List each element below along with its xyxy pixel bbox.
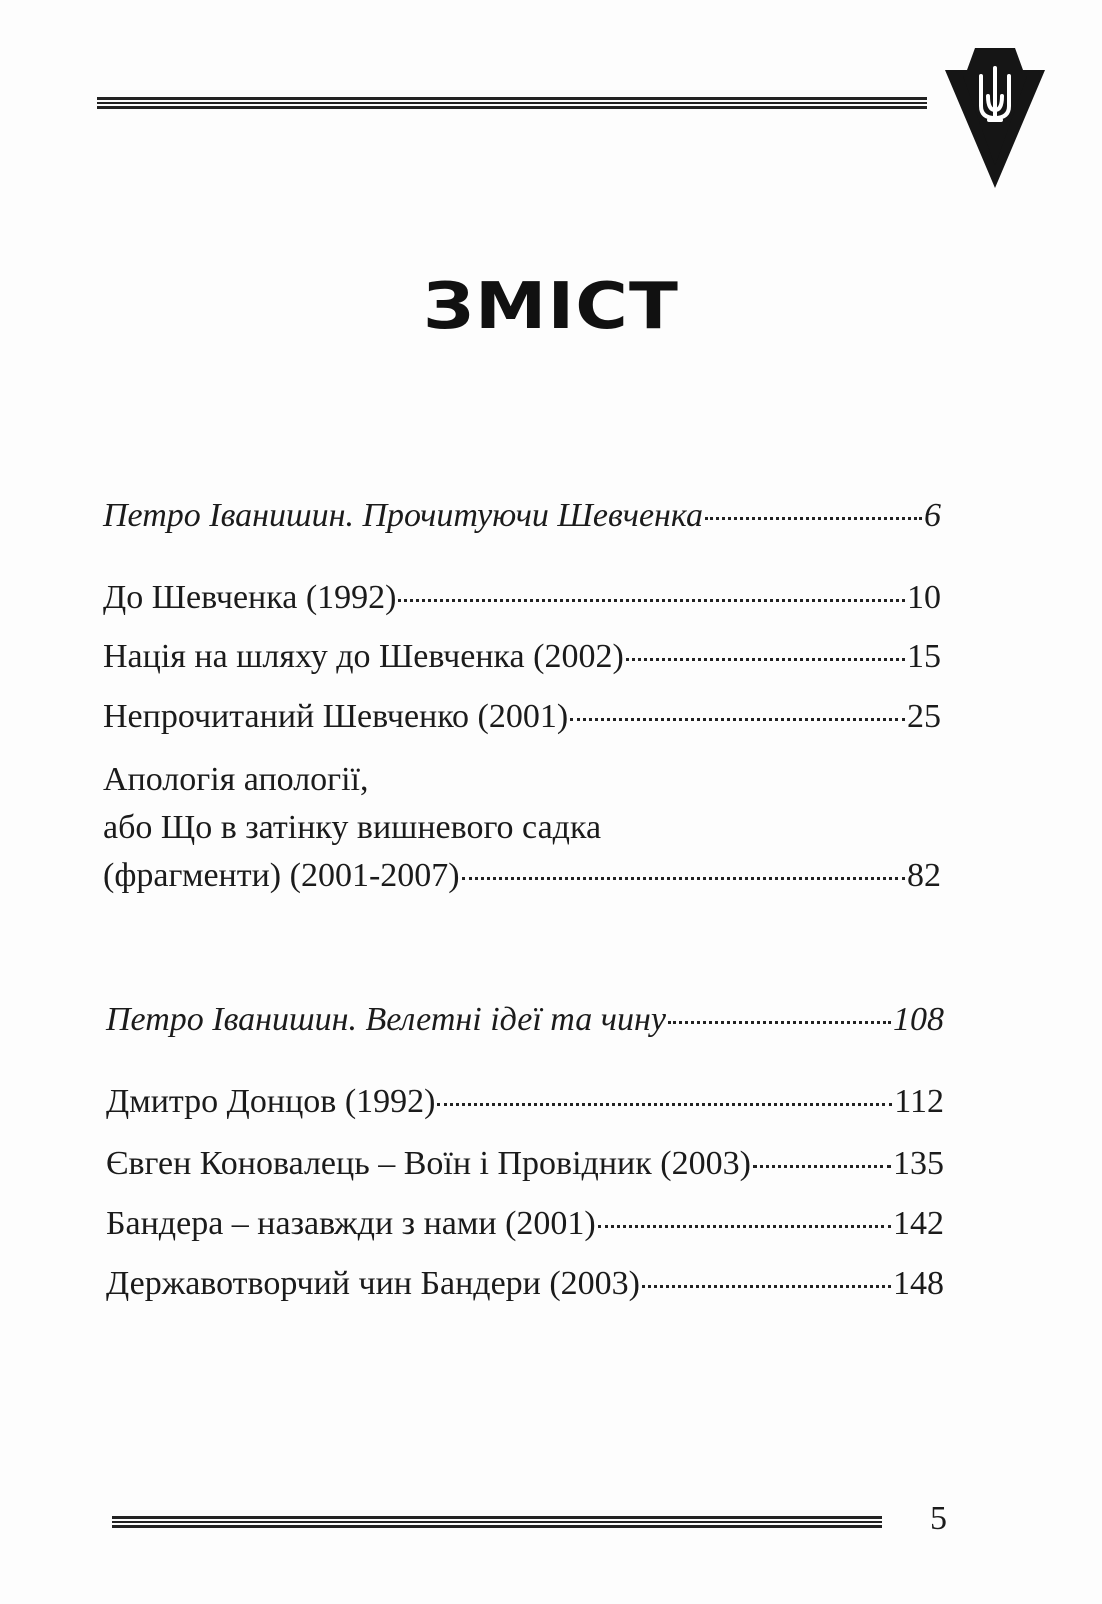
dot-leader [598, 1213, 891, 1228]
toc-page-number: 108 [893, 1001, 944, 1038]
toc-entry[interactable] [106, 1082, 944, 1122]
dot-leader [626, 646, 905, 661]
toc-entry-title: Євген Коновалець – Воїн і Провідник (2003) [106, 1145, 751, 1182]
dot-leader [753, 1153, 891, 1168]
toc-page-number: 112 [894, 1083, 944, 1120]
dot-leader [705, 505, 922, 520]
toc-page-number: 82 [907, 857, 941, 894]
toc-page-number: 15 [907, 638, 941, 675]
toc-entry-title: Петро Іванишин. Прочитуючи Шевченка [103, 497, 703, 534]
toc-entry-title-line: Апологія апології, [103, 761, 369, 798]
footer-rule [112, 1516, 882, 1530]
toc-entry[interactable] [103, 697, 941, 737]
dot-leader [668, 1009, 891, 1024]
dot-leader [462, 865, 905, 880]
toc-entry-title: Бандера – назавжди з нами (2001) [106, 1205, 596, 1242]
toc-page-number: 142 [893, 1205, 944, 1242]
toc-entry-title: (фрагменти) (2001-2007) [103, 857, 460, 894]
toc-entry-title: Петро Іванишин. Велетні ідеї та чину [106, 1001, 666, 1038]
toc-entry[interactable] [106, 1144, 944, 1184]
toc-entry-title: До Шевченка (1992) [103, 579, 397, 616]
toc-page-number: 148 [893, 1265, 944, 1302]
dot-leader [642, 1273, 891, 1288]
dot-leader [398, 587, 905, 602]
toc-section-heading[interactable] [106, 1000, 944, 1040]
toc-entry[interactable] [106, 1264, 944, 1304]
toc-entry-title: Нація на шляху до Шевченка (2002) [103, 638, 624, 675]
toc-page-number: 6 [924, 497, 941, 534]
toc-page-number: 25 [907, 698, 941, 735]
dot-leader [570, 706, 905, 721]
toc-entry-title-line: або Що в затінку вишневого садка [103, 809, 602, 846]
toc-entry-title: Державотворчий чин Бандери (2003) [106, 1265, 641, 1302]
toc-entry[interactable] [103, 637, 941, 677]
toc-page-number: 10 [907, 579, 941, 616]
toc-entry-title: Дмитро Донцов (1992) [106, 1083, 436, 1120]
toc-entry[interactable] [106, 1204, 944, 1244]
toc-entry[interactable] [103, 578, 941, 618]
toc-entry[interactable] [103, 856, 941, 896]
toc-page-number: 135 [893, 1145, 944, 1182]
dot-leader [437, 1091, 892, 1106]
toc-section-heading[interactable] [103, 496, 941, 536]
toc-entry-title: Непрочитаний Шевченко (2001) [103, 698, 569, 735]
trident-emblem-icon [945, 48, 1045, 188]
header-rule [97, 97, 927, 111]
page-number: 5 [930, 1500, 947, 1537]
page-title: ЗМІСТ [422, 270, 680, 344]
